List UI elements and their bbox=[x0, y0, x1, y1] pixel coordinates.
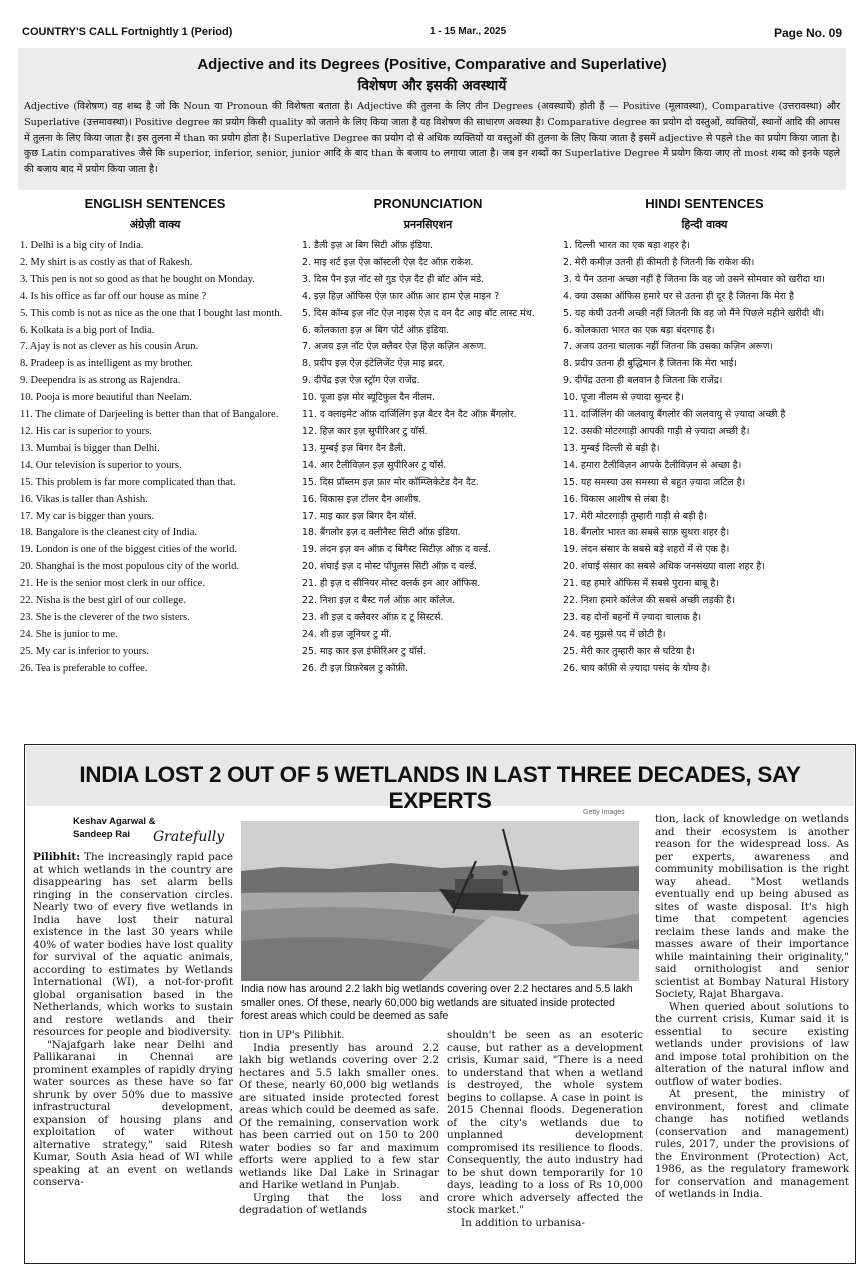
hindi-heading: HINDI SENTENCES bbox=[645, 196, 764, 211]
pronunciation-subheading: प्रननसिएशन bbox=[403, 218, 453, 231]
pronunciation-sentence: 9. दीपेंद्र इज़ ऐज़ स्ट्रॉग ऐज़ राजेंद्र. bbox=[302, 375, 420, 387]
english-sentence: 1. Delhi is a big city of India. bbox=[20, 240, 144, 251]
lesson-subtitle: विशेषण और इसकी अवस्थायें bbox=[357, 78, 507, 94]
photo-illustration bbox=[241, 821, 639, 981]
pronunciation-sentence: 19. लंदन इज़ वन ऑफ़ द बिगैस्ट सिटीज़ ऑफ़ द वर्ल्ड. bbox=[302, 544, 492, 556]
paragraph: tion, lack of knowledge on wetlands and their ecosystem is another reason for the widespread loss. As per experts, awareness and community mobilisation is the right way ahead. "Most wetlands eventually end up being abused as sites of waste disposal. It's high time that competent agencies reclaim these lands and make the masses aware of their importance while maintaining their originality," said ornithologist and senior scientist at Bombay Natural History Society, Rajat Bhargava. bbox=[655, 813, 849, 1000]
pronunciation-sentence: 22. निशा इज़ द बैस्ट गर्ल ऑफ़ आर कॉलेज. bbox=[302, 595, 456, 607]
pronunciation-sentence: 21. ही इज़ द सीनियर मोस्ट क्लर्क इन आर ऑफिस. bbox=[302, 578, 481, 590]
english-sentence: 20. Shanghai is the most populous city of the world. bbox=[20, 561, 240, 573]
hindi-sentence: 14. हमारा टैलीविज़न आपके टैलीविज़न से अच्छा है। bbox=[563, 459, 742, 471]
issue-date: 1 - 15 Mar., 2025 bbox=[430, 26, 507, 37]
pronunciation-sentence: 7. अजय इज़ नॉट ऐज़ क्लैवर ऐज़ हिज़ कज़िन अरूण. bbox=[302, 341, 487, 353]
hindi-sentence: 16. विकास आशीष से लंबा है। bbox=[563, 493, 670, 505]
hindi-sentence: 13. मुम्बई दिल्ली से बड़ी है। bbox=[563, 442, 660, 454]
hindi-column bbox=[563, 196, 846, 678]
photo-credit: Getty Images bbox=[583, 809, 625, 816]
pronunciation-sentence: 2. माइ शर्ट इज़ ऐज़ कॉस्टली ऐज़ दैट ऑफ़ राकेश. bbox=[302, 256, 474, 268]
paragraph: India presently has around 2.2 lakh big wetlands covering over 2.2 hectares and 5.5 lakh smaller ones. Of these, nearly 60,000 big wetlands are situated inside protected forest areas which could be deemed as safe. Of the remaining, conservation work has been carried out on 150 to 200 water bodies so far and maximum efforts were applied to a few star wetlands like Dal Lake in Srinagar and Harike wetland in Punjab. bbox=[239, 1041, 439, 1191]
hindi-subheading: हिन्दी वाक्य bbox=[681, 218, 728, 231]
english-sentence: 11. The climate of Darjeeling is better than that of Bangalore. bbox=[20, 409, 279, 421]
article-column-2 bbox=[239, 1029, 439, 1217]
pronunciation-sentence: 5. दिस कॉम्ब इज़ नॉट ऐज़ नाइस ऐज़ द वन दैट आइ बॉट लास्ट मंथ. bbox=[302, 307, 535, 319]
pronunciation-sentence: 6. कोलकाता इज़ अ बिग पोर्ट ऑफ़ इंडिया. bbox=[302, 324, 450, 336]
english-sentence: 23. She is the cleverer of the two sisters. bbox=[20, 611, 190, 623]
english-sentence: 19. London is one of the biggest cities of the world. bbox=[20, 544, 237, 556]
pronunciation-sentence: 17. माइ कार इज़ बिगर दैन यॉर्स. bbox=[302, 510, 417, 522]
english-subheading: अंग्रेज़ी वाक्य bbox=[129, 218, 181, 231]
english-sentence-list bbox=[20, 238, 290, 678]
english-sentence: 26. Tea is preferable to coffee. bbox=[20, 662, 148, 674]
english-sentence: 15. This problem is far more complicated than that. bbox=[20, 476, 236, 488]
lesson-intro-text: Adjective (विशेषण) वह शब्द है जो कि Noun या Pronoun की विशेषता बताता है। Adjective की तुलना के लिए तीन Degrees (अवस्थायें) होती हैं — Positive (मूलावस्था), Comparative (उत्तरावस्था) और Superlative (उत्तमावस्था)। Positive degree का प्रयोग किसी quality को जताने के लिए किया जाता है यह विशेषण की साधारण अवस्था है। Comparative degree का प्रयोग दो वस्तुओं, व्यक्तियों, स्थानों आदि की आपस में तुलना के लिए किया जाता है। इस तुलना में than का प्रयोग होता है। Superlative Degree का प्रयोग दो से अधिक व्यक्तियों या वस्तुओं की तुलना के लिए किया जाता है इसमें adjective से पहले the का प्रयोग किया जाता है। कुछ Latin comparatives जैसे कि superior, inferior, senior, junior आदि के बाद than के बजाय to लगाया जाता है। जब इन शब्दों का Superlative Degree में प्रयोग किया जाए तो most शब्द को इनके पहले की बजाय बाद में प्रयोग किया जाता है। bbox=[24, 101, 840, 176]
hindi-sentence: 25. मेरी कार तुम्हारी कार से घटिया है। bbox=[563, 645, 695, 657]
pronunciation-sentence: 12. हिज़ कार इज़ सुपीरिअर टु यॉर्स. bbox=[302, 425, 428, 437]
news-article bbox=[24, 744, 856, 1264]
hindi-sentence: 19. लंदन संसार के सबसे बड़े शहरों में से एक है। bbox=[563, 544, 730, 556]
english-sentence: 25. My car is inferior to yours. bbox=[20, 645, 149, 657]
pronunciation-sentence: 1. डैली इज़ अ बिग सिटी ऑफ़ इंडिया. bbox=[302, 240, 434, 251]
hindi-sentence: 22. निशा हमारे कॉलेज की सबसे अच्छी लड़की है। bbox=[563, 595, 735, 607]
english-sentence: 9. Deependra is as strong as Rajendra. bbox=[20, 375, 181, 387]
english-sentence: 14. Our television is superior to yours. bbox=[20, 459, 182, 471]
paragraph: Urging that the loss and degradation of wetlands bbox=[239, 1191, 439, 1216]
hindi-sentence: 9. दीपेंद्र उतना ही बलवान है जितना कि राजेंद्र। bbox=[563, 375, 723, 387]
paragraph: When queried about solutions to the current crisis, Kumar said it is essential to secure existing wetlands under provisions of law and impose total prohibition on the alteration of the natural inflow and outflow of water bodies. bbox=[655, 1000, 849, 1088]
handwritten-signature: Gratefully bbox=[153, 829, 225, 845]
pronunciation-sentence: 15. दिस प्रॉब्लम इज़ फ़ार मोर कॉम्प्लिकेटेड दैन दैट. bbox=[302, 476, 479, 488]
english-sentence: 18. Bangalore is the cleanest city of India. bbox=[20, 527, 197, 539]
english-sentence: 4. Is his office as far off our house as mine ? bbox=[20, 290, 207, 302]
pronunciation-sentence: 26. टी इज़ प्रिफ़रेबल टु कॉफ़ी. bbox=[302, 662, 409, 674]
photo-caption: India now has around 2.2 lakh big wetlands covering over 2.2 hectares and 5.5 lakh smaller ones. Of these, nearly 60,000 big wetlands are situated inside protected forest areas which could be deemed as safe bbox=[241, 983, 633, 1022]
pronunciation-sentence: 4. इज़ हिज़ ऑफिस ऐज़ फ़ार ऑफ़ आर हाम ऐज़ माइन ? bbox=[302, 290, 500, 302]
english-sentence: 24. She is junior to me. bbox=[20, 628, 118, 640]
hindi-sentence: 3. ये पैन उतना अच्छा नहीं है जितना कि वह जो उसने सोमवार को खरीदा था। bbox=[563, 273, 825, 285]
page-header bbox=[22, 24, 842, 44]
english-column bbox=[20, 196, 290, 678]
byline-author-2: Sandeep Rai bbox=[73, 829, 131, 840]
pronunciation-list bbox=[302, 238, 554, 678]
lesson-title: Adjective and its Degrees (Positive, Comparative and Superlative) bbox=[197, 56, 667, 73]
hindi-sentence: 17. मेरी मोटरगाड़ी तुम्हारी गाड़ी से बड़ी है। bbox=[563, 510, 708, 522]
hindi-sentence: 24. वह मुझसे पद में छोटी है। bbox=[563, 628, 666, 640]
english-sentence: 6. Kolkata is a big port of India. bbox=[20, 324, 155, 336]
dateline: Pilibhit: bbox=[33, 851, 81, 863]
hindi-sentence: 1. दिल्ली भारत का एक बड़ा शहर है। bbox=[563, 240, 690, 251]
hindi-sentence: 21. वह हमारे ऑफिस में सबसे पुराना बाबू है। bbox=[563, 578, 719, 590]
hindi-sentence: 15. यह समस्या उस समस्या से बहुत ज़्यादा जटिल है। bbox=[563, 476, 746, 488]
article-column-1 bbox=[33, 851, 233, 1189]
hindi-sentence: 7. अजय उतना चालाक नहीं जितना कि उसका कज़िन अरूण। bbox=[563, 341, 774, 353]
english-sentence: 16. Vikas is taller than Ashish. bbox=[20, 493, 148, 505]
lead-text: The increasingly rapid pace at which wetlands in the country are disappearing has set alarm bells ringing in the conservation circles. Nearly two of every five wetlands in India have lost their natural existence in the last 30 years while 40% of water bodies have lost quality for survival of the aquatic animals, according to estimates by Wetlands International (WI), a not-for-profit global organisation based in the Netherlands, which works to sustain and restore wetlands and their resources for people and biodiversity. bbox=[33, 851, 233, 1038]
hindi-sentence: 26. चाय कॉफ़ी से ज़्यादा पसंद के योग्य है। bbox=[563, 662, 711, 674]
hindi-sentence: 2. मेरी कमीज़ उतनी ही कीमती है जितनी कि राकेश की। bbox=[563, 256, 755, 268]
pronunciation-sentence: 25. माइ कार इज़ इंफीरिअर टु यॉर्स. bbox=[302, 645, 426, 657]
hindi-sentence: 5. यह कंघी उतनी अच्छी नहीं जितनी कि वह जो मैंने पिछले महीने खरीदी थी। bbox=[563, 307, 825, 319]
pronunciation-sentence: 24. शी इज़ जूनियर टु मी. bbox=[302, 628, 392, 640]
english-sentence: 21. He is the senior most clerk in our office. bbox=[20, 578, 205, 590]
pronunciation-sentence: 23. शी इज़ द क्लैवरर ऑफ़ द टू सिस्टर्स. bbox=[302, 611, 444, 623]
pronunciation-sentence: 18. बैंगलोर इज़ द क्लीनैस्ट सिटी ऑफ़ इंडिया. bbox=[302, 527, 461, 539]
hindi-sentence: 6. कोलकाता भारत का एक बड़ा बंदरगाह है। bbox=[563, 324, 715, 336]
hindi-sentence: 23. वह दोनों बहनों में ज़्यादा चालाक है। bbox=[563, 611, 702, 623]
hindi-sentence-list bbox=[563, 238, 846, 678]
english-sentence: 7. Ajay is not as clever as his cousin Arun. bbox=[20, 341, 199, 353]
paragraph: At present, the ministry of environment, forest and climate change has notified wetlands (conservation and management) rules, 2017, under the provisions of the Environment (Protection) Act, 1986, as the regulatory framework for conservation and management of wetlands in India. bbox=[655, 1088, 849, 1200]
article-column-3 bbox=[447, 1029, 643, 1229]
article-byline bbox=[73, 815, 156, 841]
pronunciation-sentence: 10. पूजा इज़ मोर ब्यूटिफुल दैन नीलम. bbox=[302, 392, 435, 404]
english-heading: ENGLISH SENTENCES bbox=[84, 196, 226, 211]
paragraph: shouldn't be seen as an esoteric cause, but rather as a development crisis, Kumar said, "There is a need to understand that when a wetland is destroyed, the whole system begins to collapse. A case in point is 2015 Chennai floods. Degeneration of the city's wetlands due to unplanned development compromised its resilience to floods. Consequently, the auto industry had to be shut down temporarily for 10 days, leading to a loss of Rs 10,000 crore which adversely affected the stock market." bbox=[447, 1029, 643, 1216]
english-sentence: 12. His car is superior to yours. bbox=[20, 425, 152, 437]
hindi-sentence: 12. उसकी मोटरगाड़ी आपकी गाड़ी से ज़्यादा अच्छी है। bbox=[563, 425, 750, 437]
article-headline: INDIA LOST 2 OUT OF 5 WETLANDS IN LAST THREE DECADES, SAY EXPERTS bbox=[79, 762, 801, 813]
intro-box bbox=[18, 48, 846, 190]
english-sentence: 5. This comb is not as nice as the one that I bought last month. bbox=[20, 307, 283, 319]
english-sentence: 8. Pradeep is as intelligent as my brother. bbox=[20, 358, 193, 370]
english-sentence: 22. Nisha is the best girl of our college. bbox=[20, 595, 186, 607]
publication-name: COUNTRY'S CALL Fortnightly 1 (Period) bbox=[22, 26, 233, 38]
english-sentence: 3. This pen is not so good as that he bought on Monday. bbox=[20, 273, 255, 285]
pronunciation-column bbox=[302, 196, 554, 678]
pronunciation-sentence: 20. शंघाई इज़ द मोस्ट पॉपुलस सिटी ऑफ़ द वर्ल्ड. bbox=[302, 561, 478, 573]
pronunciation-sentence: 11. द क्लाइमेट ऑफ़ दार्जिलिंग इज़ बैटर दैन दैट ऑफ़ बैंगलोर. bbox=[302, 409, 517, 421]
lead-paragraph bbox=[33, 851, 233, 1039]
hindi-sentence: 11. दार्जिलिंग की जलवायु बैंगलोर की जलवायु से ज़्यादा अच्छी है bbox=[563, 409, 786, 421]
hindi-sentence: 18. बैंगलोर भारत का सबसे साफ़ सुथरा शहर है। bbox=[563, 527, 730, 539]
english-sentence: 13. Mumbai is bigger than Delhi. bbox=[20, 442, 160, 454]
english-sentence: 17. My car is bigger than yours. bbox=[20, 510, 155, 522]
english-sentence: 10. Pooja is more beautiful than Neelam. bbox=[20, 392, 193, 404]
hindi-sentence: 20. शंघाई संसार का सबसे अधिक जनसंख्या वाला शहर है। bbox=[563, 561, 765, 573]
pronunciation-sentence: 3. दिस पैन इज़ नॉट सो गुड ऐज़ दैट ही बॉट ऑन मंडे. bbox=[302, 273, 485, 285]
paragraph: tion in UP's Pilibhit. bbox=[239, 1029, 345, 1041]
page-number: Page No. 09 bbox=[773, 26, 842, 40]
article-column-4 bbox=[655, 813, 849, 1201]
hindi-sentence: 4. क्या उसका ऑफिस हमारे घर से उतना ही दूर है जितना कि मेरा है bbox=[563, 290, 794, 302]
pronunciation-sentence: 14. आर टैलीविज़न इज़ सुपीरिअर टु यॉर्स. bbox=[302, 459, 447, 471]
wetland-boat-photo bbox=[241, 821, 639, 981]
pronunciation-sentence: 8. प्रदीप इज़ ऐज़ इंटेलिजेंट ऐज़ माइ ब्रदर. bbox=[302, 358, 446, 370]
pronunciation-heading: PRONUNCIATION bbox=[373, 196, 483, 211]
pronunciation-sentence: 13. मुम्बई इज़ बिगर दैन डैली. bbox=[302, 442, 406, 454]
paragraph: In addition to urbanisa- bbox=[461, 1216, 585, 1229]
pronunciation-sentence: 16. विकास इज़ टॉलर दैन आशीष. bbox=[302, 493, 422, 505]
hindi-sentence: 8. प्रदीप उतना ही बुद्धिमान है जितना कि मेरा भाई। bbox=[563, 358, 737, 370]
paragraph: "Najafgarh lake near Delhi and Pallikaranai in Chennai are prominent examples of rapidly drying water sources as these have so far shrunk by over 50% due to massive infrastructural development, expansion of housing plans and exploitation of water without alternative strategy," said Ritesh Kumar, South Asia head of WI while speaking at an event on wetlands conserva- bbox=[33, 1038, 233, 1188]
english-sentence: 2. My shirt is as costly as that of Rakesh. bbox=[20, 256, 193, 268]
byline-author-1: Keshav Agarwal & bbox=[73, 816, 156, 827]
hindi-sentence: 10. पूजा नीलम से ज़्यादा सुन्दर है। bbox=[563, 392, 684, 404]
